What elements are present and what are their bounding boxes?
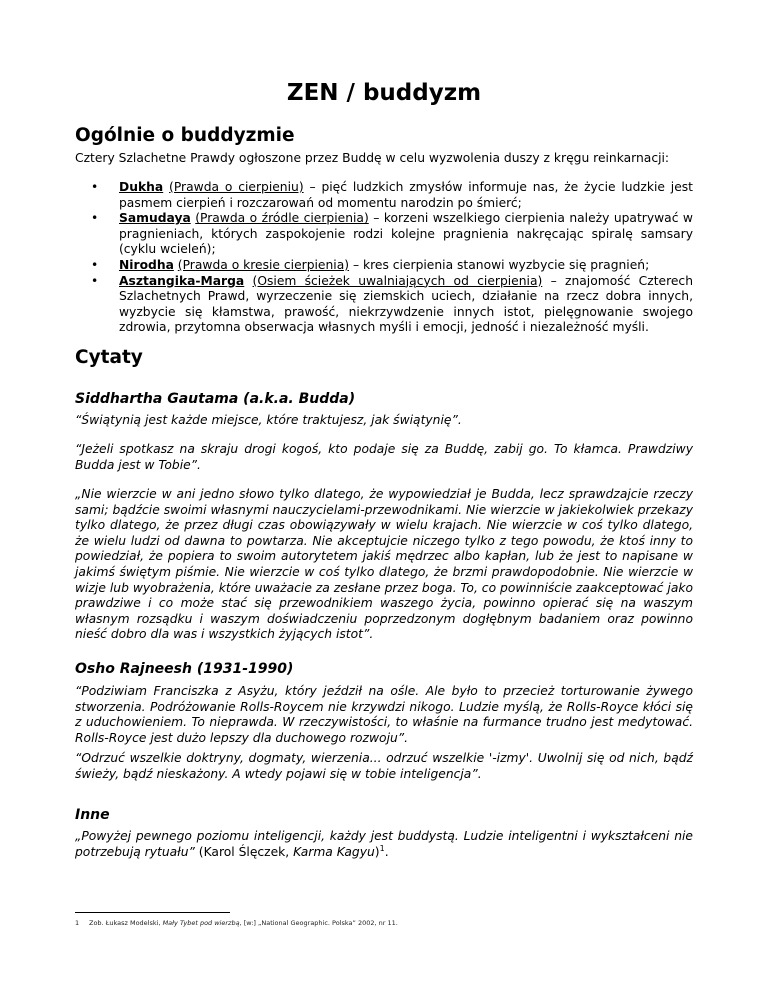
bullet-icon: • — [91, 273, 99, 288]
quote-text: „Powyżej pewnego poziomu inteligencji, każdy jest buddystą. Ludzie inteligentni i wykształceni nie potrzebują rytuału” — [75, 829, 693, 859]
truths-list — [75, 180, 693, 336]
quote-budda-1: “Świątynią jest każde miejsce, które traktujesz, jak świątynię”. — [75, 413, 462, 427]
list-item — [75, 180, 693, 211]
term: Samudaya — [119, 211, 191, 226]
footnote-title: Mały Tybet pod wierzbą — [162, 919, 240, 927]
quote-osho-1: “Podziwiam Franciszka z Asyżu, który jeździł na ośle. Ale było to przecież torturowanie żywego stworzenia. Podróżowanie Rolls-Roycem nie krzywdzi nikogo. Ludzie myślą, że Rolls-Royce kłóci się z uduchowieniem. To nieprawda. W rzeczywistości, to właśnie na furmance trudno jest medytować. Rolls-Royce jest dużo lepszy dla duchowego rozwoju”. — [75, 684, 693, 745]
term-gloss: (Osiem ścieżek uwalniających od cierpienia) — [252, 273, 543, 288]
attribution-pre: (Karol Ślęczek, — [194, 844, 294, 859]
term-gloss: (Prawda o źródle cierpienia) — [195, 211, 369, 226]
footnote-divider — [75, 912, 230, 913]
list-item — [75, 258, 693, 274]
list-item — [75, 274, 693, 336]
section-heading-quotes: Cytaty — [75, 347, 143, 368]
bullet-icon: • — [91, 211, 99, 226]
bullet-icon: • — [91, 180, 99, 194]
author-heading-budda: Siddhartha Gautama (a.k.a. Budda) — [75, 391, 356, 407]
attribution-post: ) — [374, 844, 380, 859]
attribution-title: Karma Kagyu — [293, 844, 375, 859]
term-gloss: (Prawda o kresie cierpienia) — [177, 257, 350, 272]
quote-osho-2: “Odrzuć wszelkie doktryny, dogmaty, wierzenia... odrzuć wszelkie '-izmy'. Uwolnij się od nich, bądź świeży, bądź nieskażony. A wtedy pojawi się w tobie inteligencja”. — [75, 751, 693, 781]
page-title: ZEN / buddyzm — [286, 80, 482, 106]
footnote-post: , [w:] „National Geographic. Polska” 2002, nr 11. — [239, 919, 398, 927]
author-heading-osho: Osho Rajneesh (1931-1990) — [75, 661, 294, 677]
term: Dukha — [119, 180, 164, 194]
item-text: – pięć ludzkich zmysłów informuje nas, że życie ludzkie jest pasmem cierpień i rozczarowań od momentu narodzin po śmierć; — [119, 180, 693, 210]
intro-paragraph: Cztery Szlachetne Prawdy ogłoszone przez Buddę w celu wyzwolenia duszy z kręgu reinkarnacji: — [75, 151, 670, 165]
item-text: – korzeni wszelkiego cierpienia należy upatrywać w pragnieniach, których zaspokojenie rodzi kolejne pragnienia nakręcając spiralę samsary (cyklu wcieleń); — [119, 211, 693, 257]
list-item — [75, 211, 693, 258]
section-heading-overview: Ogólnie o buddyzmie — [75, 125, 295, 146]
attribution-end: . — [384, 844, 389, 859]
item-text: – znajomość Czterech Szlachetnych Prawd, wyrzeczenie się ziemskich uciech, działanie na rzecz dobra innych, wyzbycie się kłamstwa, prawość, niekrzywdzenie innych istot, pielęgnowanie swojego zdrowia, przytomna obserwacja własnych myśli i emocji, jedność i niezależność myśli. — [119, 273, 693, 335]
quote-budda-3: „Nie wierzcie w ani jedno słowo tylko dlatego, że wypowiedział je Budda, lecz sprawdzajcie rzeczy sami; bądźcie swoimi własnymi nauczycielami-przewodnikami. Nie wierzcie w jakiekolwiek przekazy tylko dlatego, że przez długi czas obowiązywały w wielu krajach. Nie wierzcie w coś tylko dlatego, że wielu ludzi od dawna to powtarza. Nie akceptujcie niczego tylko z tego powodu, że ktoś inny to powiedział, że popiera to swoim autorytetem jakiś mędrzec albo kapłan, lub że jest to napisane w jakimś świętym piśmie. Nie wierzcie w coś tylko dlatego, że brzmi prawdopodobnie. Nie wierzcie w wizje lub wyobrażenia, które uważacie za zesłane przez boga. To, co powinniście zaakceptować jako prawdziwe i co może stać się przewodnikiem waszego życia, powinno opierać się na waszym własnym rozsądku i waszym doświadczeniu poprzedzonym dogłębnym badaniem oraz powinno nieść dobro dla was i wszystkich żyjących istot”. — [75, 487, 693, 642]
footnote — [75, 919, 398, 928]
quote-budda-2: “Jeżeli spotkasz na skraju drogi kogoś, kto podaje się za Buddę, zabij go. To kłamca. Prawdziwy Budda jest w Tobie”. — [75, 442, 693, 472]
footnote-pre: Zob. Łukasz Modelski, — [89, 919, 163, 927]
term: Nirodha — [119, 257, 174, 272]
bullet-icon: • — [91, 257, 99, 272]
term: Asztangika-Marga — [119, 273, 245, 288]
footnote-number: 1 — [75, 919, 80, 927]
quote-inne — [75, 829, 693, 860]
footnote-ref[interactable]: 1 — [379, 843, 385, 853]
author-heading-inne: Inne — [75, 807, 110, 823]
item-text: – kres cierpienia stanowi wyzbycie się pragnień; — [349, 257, 650, 272]
term-gloss: (Prawda o cierpieniu) — [169, 180, 304, 194]
